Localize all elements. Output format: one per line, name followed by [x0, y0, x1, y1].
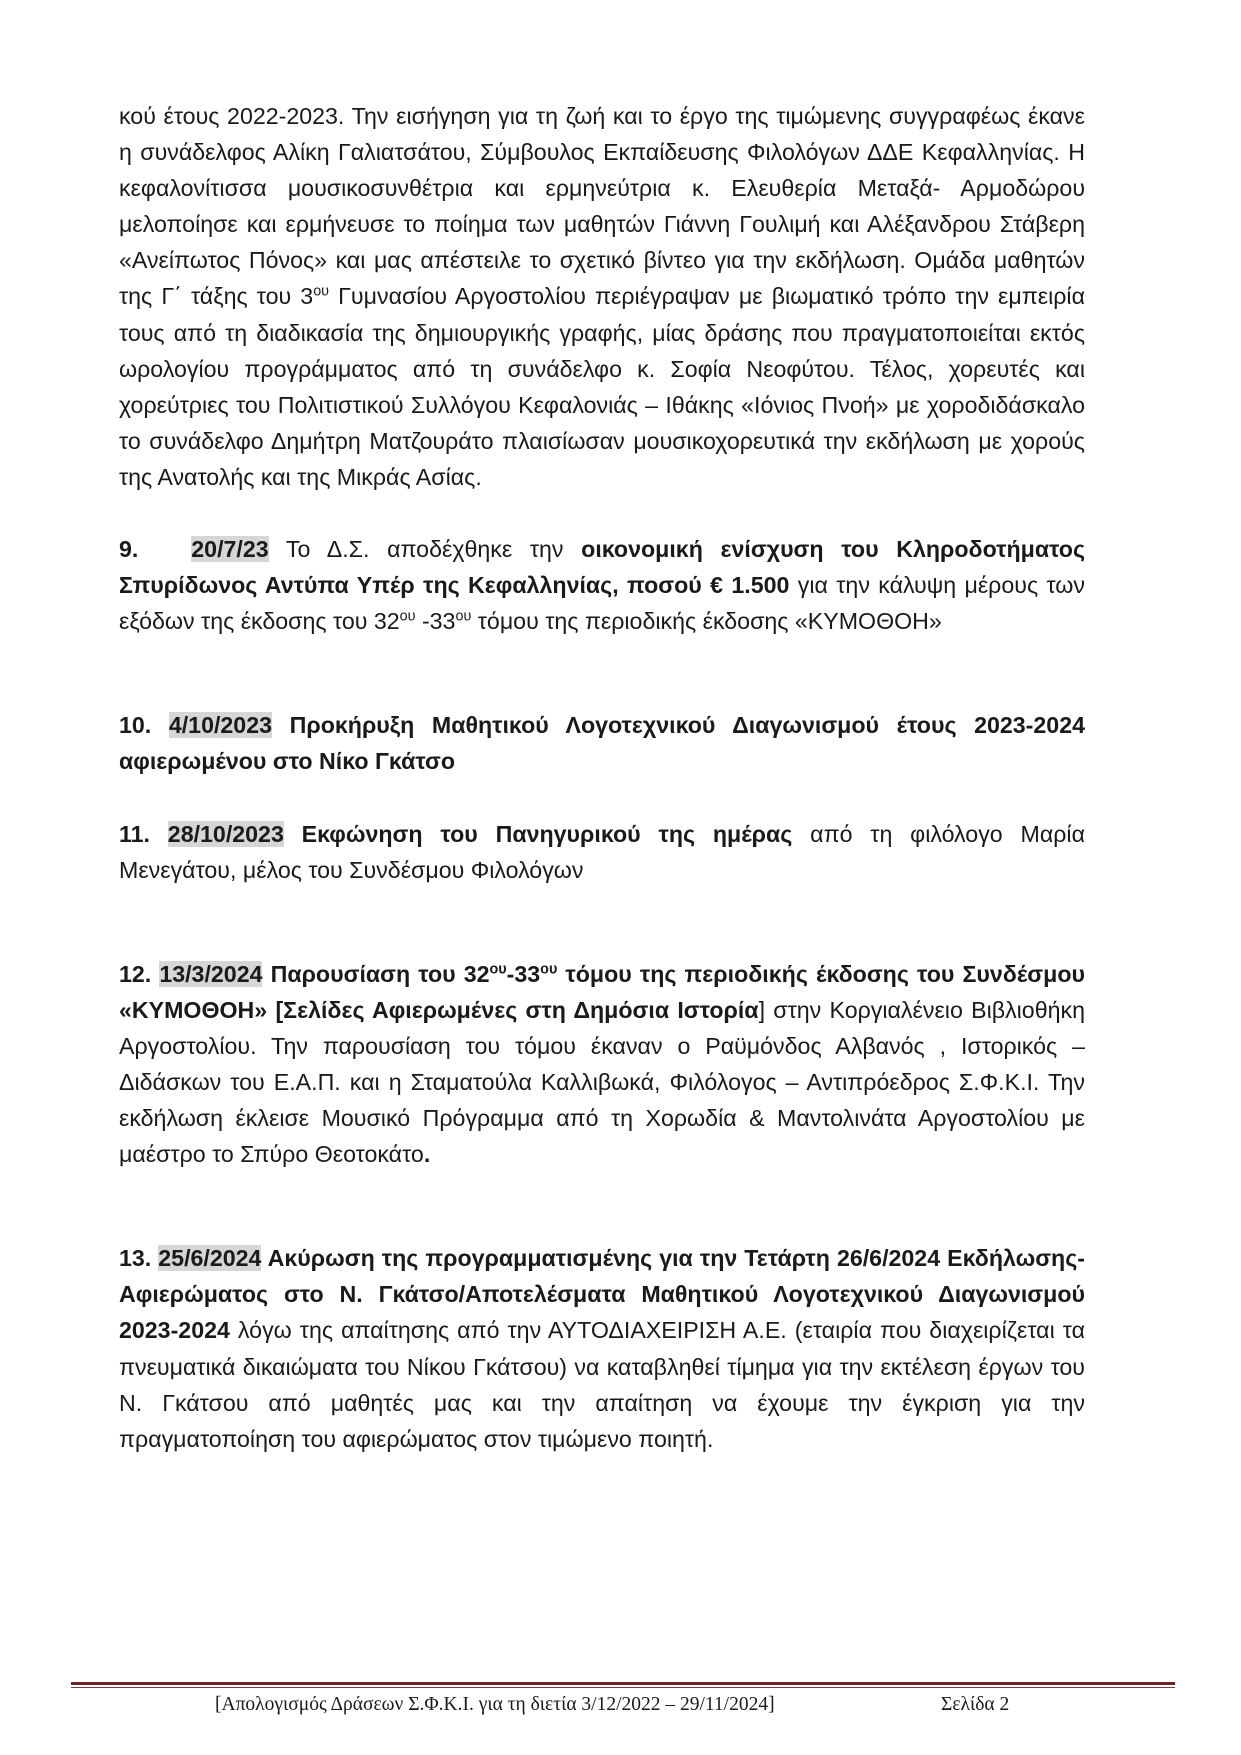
item-number: 9. — [119, 536, 139, 563]
item-date: 4/10/2023 — [168, 712, 272, 739]
item-9: 9. 20/7/23 Το Δ.Σ. αποδέχθηκε την οικονομική ενίσχυση του Κληροδοτήματος Σπυρίδωνος Αντύπα Υπέρ της Κεφαλληνίας, ποσού € 1.500 για την κάλυψη μέρους των εξόδων της έκδοσης του $32^{o\upsilon}$ $-33^{o\upsilon}$ τόμου της περιοδικής έκδοσης «ΚΥΜΟΘΟΗ» — [119, 536, 1086, 635]
footer-divider — [71, 1682, 1175, 1685]
item-12: 12. 13/3/2024 Παρουσίαση του $32^{o\upsilon}-33^{o\upsilon}$ τόμου της περιοδικής έκδοσης του Συνδέσμου «ΚΥΜΟΘΟΗ» [Σελίδες Αφιερωμένες στη Δημόσια Ιστορία] στην Κοργιαλένειο Βιβλιοθήκη Αργοστολίου. Την παρουσίαση του τόμου έκαναν ο Ραϋμόνδος Αλβανός , Ιστορικός – Διδάσκων του Ε.Α.Π. και η Σταματούλα Καλλιβωκά, Φιλόλογος – Αντιπρόεδρος Σ.Φ.Κ.Ι. Την εκδήλωση έκλεισε Μουσικό Πρόγραμμα από τη Χορωδία & Μαντολινάτα Αργοστολίου με μαέστρο το Σπύρο Θεοτοκάτο. — [119, 960, 1085, 1168]
item-date: 13/3/2024 — [159, 960, 263, 987]
item-number: 11. — [119, 820, 150, 847]
item-11: 11. 28/10/2023 Εκφώνηση του Πανηγυρικού της ημέρας από τη φιλόλογο Μαρία Μενεγάτου, μέλος του Συνδέσμου Φιλολόγων — [119, 820, 1085, 883]
page-content — [119, 98, 1085, 1457]
item-date: 20/7/23 — [191, 536, 269, 563]
footer-divider-thin — [71, 1687, 1175, 1688]
item-10: 10. 4/10/2023 Προκήρυξη Μαθητικού Λογοτεχνικού Διαγωνισμού έτους 2023-2024 αφιερωμένου στο Νίκο Γκάτσο — [119, 712, 1085, 775]
intro-paragraph: κού έτους 2022-2023. Την εισήγηση για τη ζωή και το έργο της τιμώμενης συγγραφέως έκανε η συνάδελφος Αλίκη Γαλιατσάτου, Σύμβουλος Εκπαίδευσης Φιλολόγων ΔΔΕ Κεφαλληνίας. Η κεφαλονίτισσα μουσικοσυνθέτρια και ερμηνεύτρια κ. Ελευθερία Μεταξά- Αρμοδώρου μελοποίησε και ερμήνευσε το ποίημα των μαθητών Γιάννη Γουλιμή και Αλέξανδρου Στάβερη «Ανείπωτος Πόνος» και μας απέστειλε το σχετικό βίντεο για την εκδήλωση. Ομάδα μαθητών της Γ΄ τάξης του $3^{o\upsilon}$ Γυμνασίου Αργοστολίου περιέγραψαν με βιωματικό τρόπο την εμπειρία τους από τη διαδικασία της δημιουργικής γραφής, μίας δράσης που πραγματοποιείται εκτός ωρολογίου προγράμματος από τη συνάδελφο κ. Σοφία Νεοφύτου. Τέλος, χορευτές και χορεύτριες του Πολιτιστικού Συλλόγου Κεφαλονιάς – Ιθάκης «Ιόνιος Πνοή» με χοροδιδάσκαλο το συνάδελφο Δημήτρη Ματζουράτο πλαισίωσαν μουσικοχορευτικά την εκδήλωση με χορούς της Ανατολής και της Μικράς Ασίας. — [119, 103, 1085, 490]
page-number: Σελίδα 2 — [941, 1694, 1010, 1715]
item-13: 13. 25/6/2024 Ακύρωση της προγραμματισμένης για την Τετάρτη 26/6/2024 Εκδήλωσης- Αφιερώματος στο Ν. Γκάτσο/Αποτελέσματα Μαθητικού Λογοτεχνικού Διαγωνισμού 2023-2024 λόγω της απαίτησης από την ΑΥΤΟΔΙΑΧΕΙΡΙΣΗ Α.Ε. (εταιρία που διαχειρίζεται τα πνευματικά δικαιώματα του Νίκου Γκάτσου) να καταβληθεί τίμημα για την εκτέλεση έργων του Ν. Γκάτσου από μαθητές μας και την απαίτηση να έχουμε την έγκριση για την πραγματοποίηση του αφιερώματος στον τιμώμενο ποιητή. — [119, 1245, 1085, 1452]
item-date: 25/6/2024 — [158, 1245, 262, 1272]
item-date: 28/10/2023 — [167, 820, 284, 847]
item-number: 13. — [119, 1245, 152, 1272]
item-number: 10. — [119, 712, 152, 739]
footer-title: [Απολογισμός Δράσεων Σ.Φ.Κ.Ι. για τη διετία 3/12/2022 – 29/11/2024] — [215, 1694, 775, 1715]
item-number: 12. — [119, 960, 152, 987]
